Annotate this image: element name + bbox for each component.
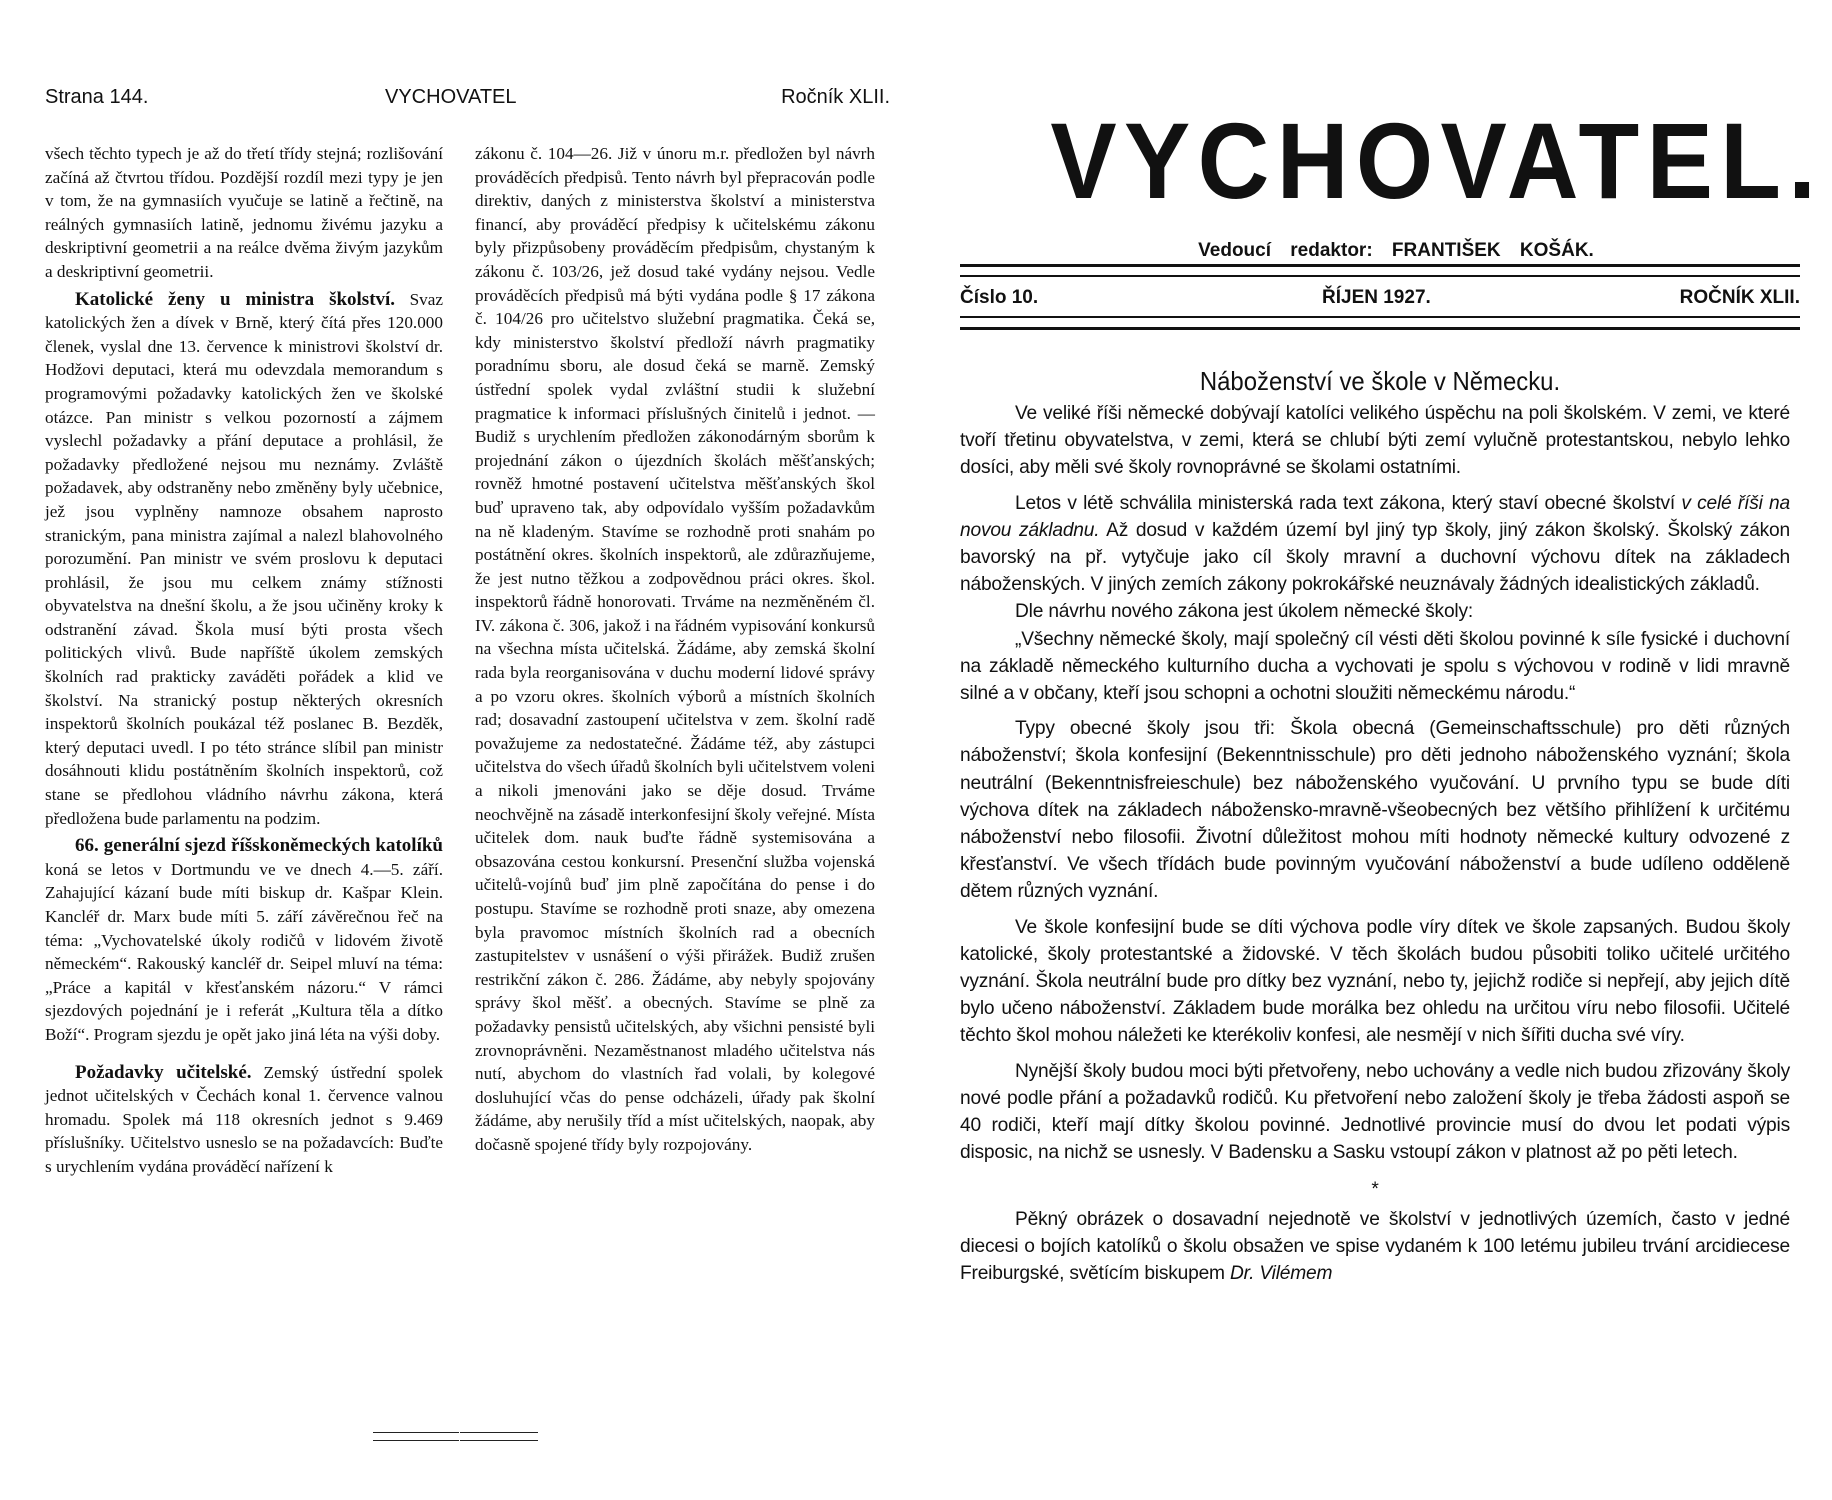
volume-label: Ročník XLII.	[781, 86, 890, 108]
section-separator: *	[1371, 1179, 1379, 1201]
article-body: Svaz katolických žen a dívek v Brně, který čítá přes 120.000 členek, vyslal dne 13. července k ministrovi školství dr. Hodžovi deputaci, která mu odevzdala memorandum s programovými požadavky katolických žen ve školské otázce. Pan ministr s velkou pozorností a zájmem vyslechl požadavky a přání deputace a prohlásil, že požadavky předložené nejsou mu neznámy. Zvláště požadavek, aby odstraněny nebo změněny byly učebnice, jež jsou vyplněny namnoze obsahem naprosto stranickým, pana ministra zajímal a nalezl blahovolného porozumění. Pan ministr ve svém proslovu k deputaci prohlásil, že jsou mu celkem známy stížnosti obyvatelstva na dnešní školu, a že jsou učiněny kroky k odstranění závad. Škola musí býti prosta všech politických vlivů. Bude napříště úkolem zemských školních rad prakticky zaváděti pořádek a klid ve školství. Na stranický postup některých okresních inspektorů školních poukázal též poslanec B. Bezděk, který deputaci uvedl. I po této stránce slíbil pan ministr dosáhnouti klidu postátněním školních inspektorů, což stane se předlohou vládního návrhu zákona, která předložena bude parlamentu na podzim.	[45, 289, 443, 828]
divider-rule	[960, 264, 1800, 267]
issue-info	[960, 287, 1800, 311]
article-lead: Požadavky učitelské.	[75, 1061, 252, 1083]
divider-rule	[960, 327, 1800, 330]
divider-rule	[960, 275, 1800, 277]
article-body: Zemský ústřední spolek jednot učitelských v Čechách konal 1. července valnou hromadu. Spolek má 118 okresních jednot s 9.469 příslušníky. Učitelstvo usneslo se na požadavcích: Buďte s urychlením vydána prováděcí nařízení k	[45, 1062, 444, 1176]
emphasis-text: v celé říši na novou základnu.	[960, 492, 1791, 541]
article-katolicke-zeny	[45, 288, 443, 831]
continuation-paragraph: zákonu č. 104—26. Již v únoru m.r. předložen byl návrh prováděcích předpisů. Tento návrh byl přepracován podle direktiv, daných z ministerstva školství a ministerstva financí, aby prováděcí předpisy k učitelskému zákonu byly přizpůsobeny prováděcím předpisům, chystaným k zákonu č. 103/26, jež dosud také vydány nejsou. Vedle prováděcích předpisů má býti vydána podle § 17 zákona č. 104/26 pro učitelstvo služební pragmatika. Čeká se, kdy ministerstvo školství předloží návrh pragmatiky poradnímu sboru, ale dosud čeká se marně. Zemský ústřední spolek vydal zvláštní studii k služební pragmatice k informaci příslušných činitelů i jednot. — Budiž s urychlením předložen zákonodárným sborům k projednání zákon o újezdních školách měšťanských; rovněž hmotné postavení učitelstva měšťanských škol buď upraveno tak, aby odpovídalo vyšším požadavkům na ně kladeným. Stavíme se rozhodně proti snahám po postátnění okres. školních inspektorů, ale zdůrazňujeme, že jest nutno těžkou a zodpovědnou práci okres. škol. inspektorů řádně honorovati. Trváme na nezměněném čl. IV. zákona č. 306, jakož i na řádném vypisování konkursů na všechna místa učitelská. Žádáme, aby zemská školní rada byla reorganisována v duchu moderní lidové správy a po vzoru okres. školních výborů a místních školních rad; dosavadní zastoupení učitelstva v zem. školní radě považujeme za nedostatečné. Žádáme též, aby zástupci učitelstva do všech úřadů školních byli učitelstvem voleni a nikoli jmenováni jako se děje dosud. Trváme neochvějně na zásadě interkonfesijní školy veřejné. Místa učitelek dom. nauk buďte řádně systemisována a obsazována cestou konkursní. Presenční služba vojenská učitelů-vojínů buď jim plně započítána do pense i do postupu. Stavíme se rozhodně proti snaze, aby omezena byla pravomoc místních školních rad a obecních zastupitelstev v usnášení o výši přirážek. Budiž zrušen restrikční zákon č. 286. Žádáme, aby nebyly spojovány správy škol měšť. a obecných. Stavíme se plně za požadavky pensistů učitelských, aby všichni pensisté byli zrovnoprávněni. Nezaměstnanost mladého učitelstva nás nutí, abychom do vlastních řad volali, by kolegové dosluhující včas do pense odcházeli, úřady pak školní žádáme, aby nerušily tříd a míst učitelských, naopak, aby dočasně spojené třídy byly rozpojovány.	[475, 144, 875, 1154]
page-number: Strana 144.	[45, 86, 149, 108]
paragraph: Nynější školy budou moci býti přetvořeny, nebo uchovány a vedle nich budou zřizovány školy nové podle přání a požadavků rodičů. Ku přetvoření nebo založení školy je třeba žádosti aspoň se 40 rodiči, kteří mají dítky školou povinné. Jednotlivé provincie musí do dvou let podati výpis disposic, na nichž se usnesly. V Badensku a Sasku vstoupí zákon v platnost až po pěti letech.	[960, 1060, 1790, 1164]
paragraph-text: Až dosud v každém území byl jiný typ školy, jiný zákon školský. Školský zákon bavorský na př. vytyčuje jako cíl školy mravní a duchovní výchovu dítek na základech náboženských. V jiných zemích zákony pokrokářské neuznávaly žádných idealistických základů.	[960, 519, 1790, 596]
paragraph: Ve veliké říši německé dobývají katolíci velikého úspěchu na poli školském. V zemi, ve které tvoří třetinu obyvatelstva, v zemi, která se chlubí býti zemí vylučně protestantskou, nebylo lehko dosíci, aby měli své školy rovnoprávné se školami ostatními.	[960, 403, 1790, 479]
right-page	[960, 0, 1832, 1500]
paragraph: Typy obecné školy jsou tři: Škola obecná (Gemeinschaftsschule) pro děti různých náboženství; škola konfesijní (Bekenntnisschule) pro děti jednoho náboženského vyznání; škola neutrální (Bekenntnisfreieschule) bez náboženského vyučování. U prvního typu se bude díti výchova dítek na základech nábožensko-mravně-všeobecných bez většího přihlížení k určitému náboženství nebo filosofii. Životní důležitost mohou míti hodnoty německé kultury odvozené z křesťanství. Ve všech třídách bude povinným vyučování náboženství a bude udíleno odděleně dětem různých vyznání.	[960, 718, 1790, 903]
article-lead: Katolické ženy u ministra školství.	[75, 288, 396, 310]
end-rule	[373, 1432, 459, 1441]
article-generalni-sjezd	[45, 834, 443, 1046]
masthead-title: VYCHOVATEL.	[1050, 100, 1824, 221]
paragraph: Dle návrhu nového zákona jest úkolem německé školy:	[1015, 601, 1474, 623]
paragraph	[960, 1206, 1790, 1288]
divider-rule	[960, 316, 1800, 318]
text-column-1	[45, 142, 443, 1179]
article-title: Náboženství ve škole v Německu.	[1199, 366, 1561, 396]
article-lead: 66. generální sjezd říšskoněmeckých katolíků	[75, 835, 443, 857]
running-head	[45, 86, 890, 114]
paragraph: Ve škole konfesijní bude se díti výchova podle víry dítek ve škole zapsaných. Budou školy katolické, školy protestantské a židovské. V těch školách budou působiti toliko učitelé určitého vyznání. Škola neutrální bude pro dítky bez vyznání, nebo ty, jejichž rodiče si nepřejí, aby jejich dítě bylo učeno náboženství. Základem bude morálka bez ohledu na určitou víru nebo filosofii. Učitelé těchto škol mohou náležeti ke kterékoliv konfesi, ale nesmějí v nich šířiti ducha své víry.	[960, 916, 1790, 1047]
article-pozadavky-ucitelske	[45, 1061, 443, 1179]
journal-name: VYCHOVATEL	[385, 86, 517, 108]
paragraph	[960, 490, 1790, 599]
end-rule	[460, 1432, 538, 1441]
paragraph-text: Pěkný obrázek o dosavadní nejednotě ve školství v jednotlivých územích, často v jedné diecesi o bojích katolíků o školu obsažen ve spise vydaném k 100 letému jubileu trvání arcidiecese Freiburgské, světícím biskupem	[960, 1208, 1790, 1285]
text-column-2	[475, 142, 875, 1157]
continuation-paragraph: všech těchto typech je až do třetí třídy stejná; rozlišování začíná až čtvrtou třídou. Pozdější rozdíl mezi typy je jen v tom, že na gymnasiích vyučuje se latině a řečtině, na reálných gymnasiích latině, jednomu živému jazyku a deskriptivní geometrii a na reálce dvěma živým jazykům a deskriptivní geometrii.	[45, 144, 443, 281]
paragraph-text: Letos v létě schválila ministerská rada text zákona, který staví obecné školství	[1015, 492, 1682, 514]
editor-line: Vedoucí redaktor: FRANTIŠEK KOŠÁK.	[1198, 240, 1594, 261]
article-body	[960, 400, 1790, 1287]
issue-number: Číslo 10.	[960, 287, 1039, 308]
issue-date: ŘÍJEN 1927.	[1322, 287, 1431, 308]
emphasis-text: Dr. Vilémem	[1229, 1263, 1333, 1285]
article-body: koná se letos v Dortmundu ve ve dnech 4.—5. září. Zahajující kázaní bude míti biskup dr. Kašpar Klein. Kancléř dr. Marx bude míti 5. září závěrečnou řeč na téma: „Vychovatelské úkoly rodičů v lidovém životě německém“. Rakouský kancléř dr. Seipel mluví na téma: „Práce a kapitál v křesťanském názoru.“ V rámci sjezdových pojednání je i referát „Kultura těla a dítko Boží“. Program sjezdu je opět jako jiná léta na výši doby.	[45, 859, 443, 1044]
quote-paragraph: „Všechny německé školy, mají společný cíl vésti děti školou povinné k síle fysické i duchovní na základě německého kulturního ducha a vychovati je spolu s výchovou v rodině v lidi mravně silné a v občany, kteří jsou schopni a ochotni sloužiti německému národu.“	[960, 628, 1790, 705]
issue-volume: ROČNÍK XLII.	[1679, 287, 1800, 308]
